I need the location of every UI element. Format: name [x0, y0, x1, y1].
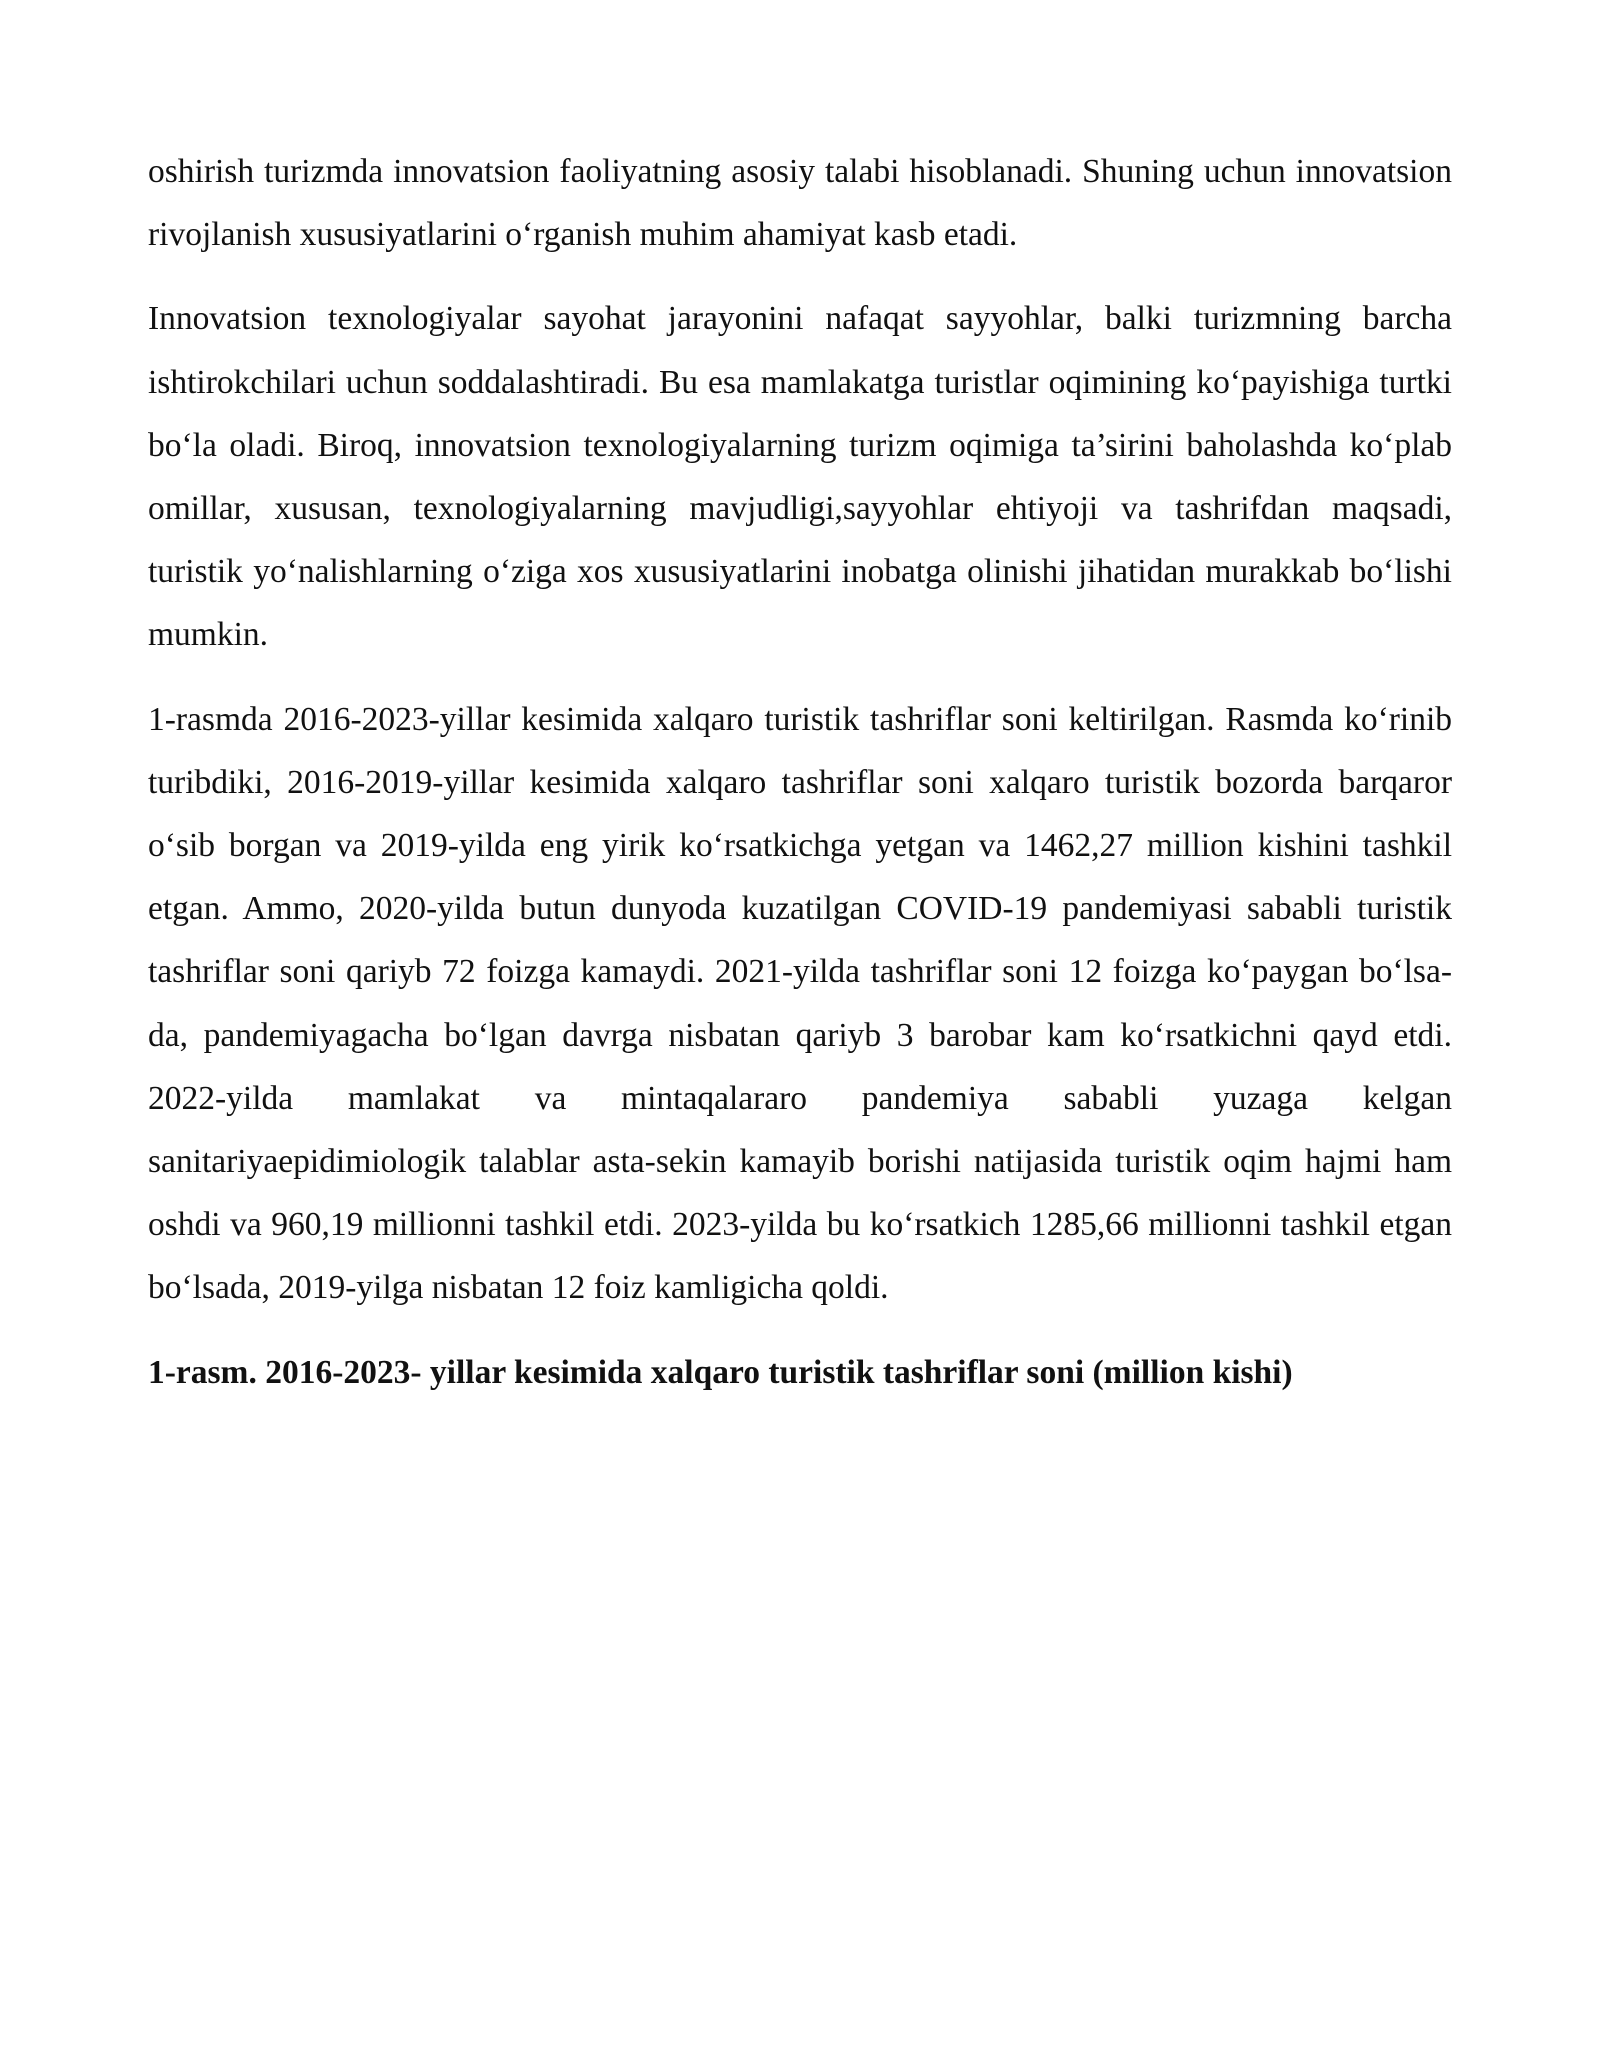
paragraph-innovation-requirement: oshirish turizmda innovatsion faoliyatning asosiy talabi hisoblanadi. Shuning uchun innovatsion rivojlanish xususiyatlarini o‘rganish muhim ahamiyat kasb etadi. [148, 153, 1452, 254]
document-page [148, 140, 1452, 1404]
paragraph-tourist-arrivals: 1-rasmda 2016-2023-yillar kesimida xalqaro turistik tashriflar soni keltirilgan. Rasmda ko‘rinib turibdiki, 2016-2019-yillar kesimida xalqaro tashriflar soni xalqaro turistik bozorda barqaror o‘sib borgan va 2019-yilda eng yirik ko‘rsatkichga yetgan va 1462,27 million kishini tashkil etgan. Ammo, 2020-yilda butun dunyoda kuzatilgan COVID-19 pandemiyasi sababli turistik tashriflar soni qariyb 72 foizga kamaydi. 2021-yilda tashriflar soni 12 foizga ko‘paygan bo‘lsa-da, pandemiyagacha bo‘lgan davrga nisbatan qariyb 3 barobar kam ko‘rsatkichni qayd etdi. 2022-yilda mamlakat va mintaqalararo pandemiya sababli yuzaga kelgan sanitariyaepidimiologik talablar asta-sekin kamayib borishi natijasida turistik oqim hajmi ham oshdi va 960,19 millionni tashkil etdi. 2023-yilda bu ko‘rsatkich 1285,66 millionni tashkil etgan bo‘lsada, 2019-yilga nisbatan 12 foiz kamligicha qoldi. [148, 700, 1452, 1307]
figure-caption: 1-rasm. 2016-2023- yillar kesimida xalqaro turistik tashriflar soni (million kishi) [148, 1353, 1293, 1391]
paragraph-innovative-technologies: Innovatsion texnologiyalar sayohat jarayonini nafaqat sayyohlar, balki turizmning barcha ishtirokchilari uchun soddalashtiradi. Bu esa mamlakatga turistlar oqimining ko‘payishiga turtki bo‘la oladi. Biroq, innovatsion texnologiyalarning turizm oqimiga ta’sirini baholashda ko‘plab omillar, xususan, texnologiyalarning mavjudligi,sayyohlar ehtiyoji va tashrifdan maqsadi, turistik yo‘nalishlarning o‘ziga xos xususiyatlarini inobatga olinishi jihatidan murakkab bo‘lishi mumkin. [148, 300, 1452, 654]
